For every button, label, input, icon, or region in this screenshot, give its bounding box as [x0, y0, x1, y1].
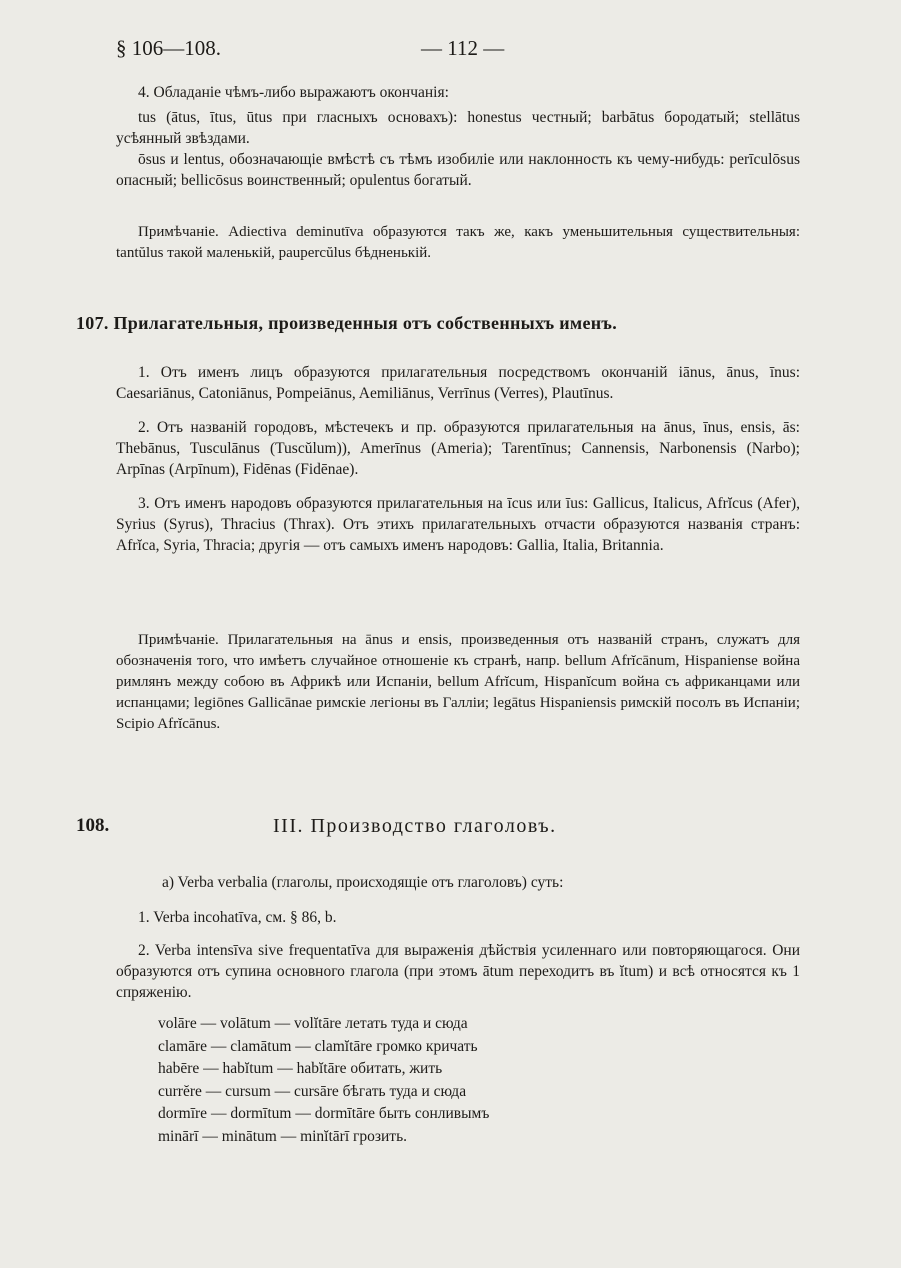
page-number: — 112 —	[421, 36, 505, 60]
item-4-osus: ōsus и lentus, обозначающіе вмѣстѣ съ тѣмъ изобиліе или наклонность къ чему-нибудь: perīculōsus опасный; bellicōsus воинственный; opulentus богатый.	[116, 151, 800, 189]
section-107-p2: 2. Отъ названій городовъ, мѣстечекъ и пр. образуются прилагательныя на ānus, īnus, ensis, ās: Thebānus, Tusculānus (Tuscŭlum)), Amerīnus (Ameria); Tarentīnus; Cannensis, Narbonensis (Narbo); Arpīnas (Arpīnum), Fidēnas (Fidēnae).	[116, 419, 800, 478]
verba-verbalia-intro: a) Verba verbalia (глаголы, происходящіе отъ глаголовъ) суть:	[162, 874, 564, 891]
verb-example: clamāre — clamātum — clamĭtāre громко кричать	[158, 1037, 478, 1055]
section-range: § 106—108.	[116, 36, 221, 60]
item-4-tus: tus (ātus, ītus, ūtus при гласныхъ основахъ): honestus честный; barbātus бородатый; stellātus усѣянный звѣздами.	[116, 109, 800, 147]
section-108-number: 108.	[76, 815, 110, 836]
verb-examples	[158, 1013, 489, 1148]
section-107-note	[116, 630, 800, 735]
section-106-item-4	[116, 82, 800, 191]
section-108-body	[116, 872, 800, 1003]
section-107-body	[116, 362, 800, 556]
section-107-p3: 3. Отъ именъ народовъ образуются прилагательныя на īcus или īus: Gallicus, Italicus, Afrĭcus (Afer), Syrius (Syrus), Thracius (Thrax). Отъ этихъ прилагательныхъ отчасти образуются названія странъ: Afrĭca, Syria, Thracia; другія — отъ самыхъ именъ народовъ: Gallia, Italia, Britannia.	[116, 495, 800, 554]
verba-intensiva: 2. Verba intensīva sive frequentatīva для выраженія дѣйствія усиленнаго или повторяющагося. Они образуются отъ супина основного глагола (при этомъ ātum переходитъ въ ĭtum) и всѣ относятся къ 1 спряженію.	[116, 942, 800, 1001]
section-107-title: 107. Прилагательныя, произведенныя отъ собственныхъ именъ.	[76, 313, 618, 333]
page-header	[116, 36, 791, 66]
verb-example: dormīre — dormītum — dormītāre быть сонливымъ	[158, 1105, 490, 1122]
item-4-intro: 4. Обладаніе чѣмъ-либо выражаютъ окончанія:	[138, 84, 449, 101]
verb-example: currĕre — cursum — cursāre бѣгать туда и сюда	[158, 1082, 467, 1100]
verba-incohativa: 1. Verba incohatīva, см. § 86, b.	[138, 909, 337, 926]
verb-example: habēre — habĭtum — habĭtāre обитать, жить	[158, 1060, 443, 1077]
section-107-p1: 1. Отъ именъ лицъ образуются прилагательныя посредствомъ окончаній iānus, ānus, īnus: Caesariānus, Catoniānus, Pompeiānus, Aemiliānus, Verrīnus (Verres), Plautīnus.	[116, 364, 800, 402]
note-deminutiva: Примѣчаніе. Adiectiva deminutīva образуются такъ же, какъ уменьшительныя существительныя: tantŭlus такой маленькій, paupercŭlus бѣдненькій.	[116, 224, 800, 261]
section-108-heading: III. Производство глаголовъ.	[273, 815, 557, 837]
section-106-note	[116, 222, 800, 264]
verb-example: minārī — minātum — minĭtārī грозить.	[158, 1127, 408, 1145]
note-anus-ensis: Примѣчаніе. Прилагательныя на ānus и ensis, произведенныя отъ названій странъ, служатъ для обозначенія того, что имѣетъ случайное отношеніе къ странѣ, напр. bellum Afrĭcānum, Hispaniense война римлянъ между собою въ Африкѣ или Испаніи, bellum Afrĭcum, Hispanĭcum война съ африканцами или испанцами; legiōnes Gallicānae римскіе легіоны въ Галліи; legātus Hispaniensis римскій посолъ въ Испаніи; Scipio Afrĭcānus.	[116, 632, 800, 732]
verb-example: volāre — volātum — volĭtāre летать туда и сюда	[158, 1015, 468, 1032]
